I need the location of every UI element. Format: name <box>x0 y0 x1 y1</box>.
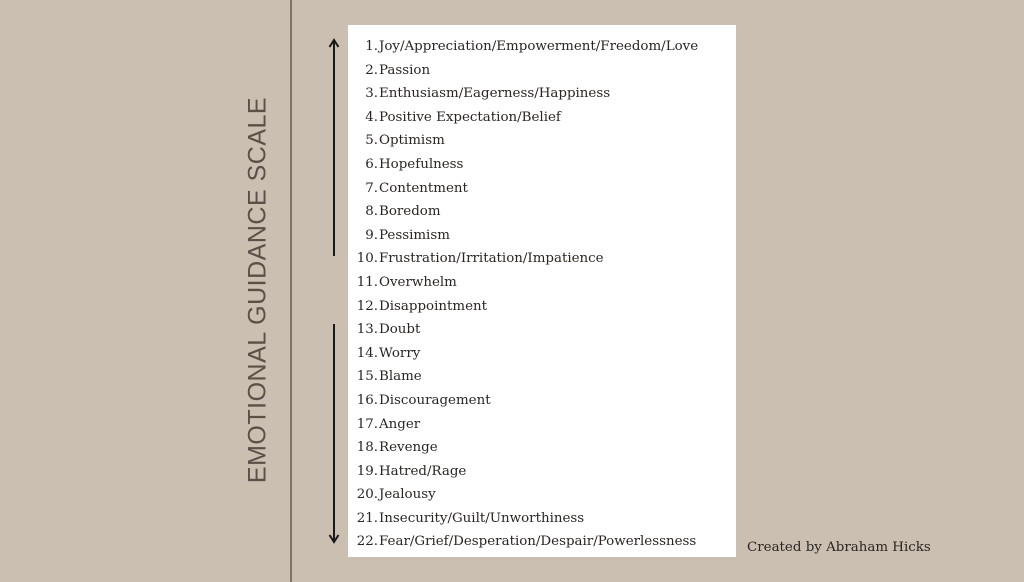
item-number: 12. <box>356 298 378 314</box>
item-label: Overwhelm <box>379 274 457 290</box>
list-item <box>348 59 736 83</box>
item-number: 17. <box>356 416 378 432</box>
list-item <box>348 460 736 484</box>
list-item <box>348 318 736 342</box>
item-number: 20. <box>356 487 378 503</box>
item-number: 8. <box>365 204 378 220</box>
item-number: 6. <box>365 156 378 172</box>
item-number: 14. <box>356 345 378 361</box>
item-label: Blame <box>379 369 422 385</box>
list-item <box>348 106 736 130</box>
item-number: 15. <box>356 369 378 385</box>
item-label: Contentment <box>379 180 468 196</box>
list-item <box>348 35 736 59</box>
item-number: 3. <box>365 86 378 102</box>
item-label: Jealousy <box>379 487 436 503</box>
list-item <box>348 436 736 460</box>
item-number: 19. <box>356 463 378 479</box>
list-item <box>348 271 736 295</box>
scale-card <box>348 25 736 557</box>
item-label: Insecurity/Guilt/Unworthiness <box>379 510 585 526</box>
item-label: Revenge <box>379 440 438 456</box>
item-label: Positive Expectation/Belief <box>379 109 561 125</box>
item-label: Discouragement <box>379 392 491 408</box>
list-item <box>348 295 736 319</box>
item-number: 18. <box>356 440 378 456</box>
list-item <box>348 200 736 224</box>
item-label: Pessimism <box>379 227 450 243</box>
list-item <box>348 177 736 201</box>
item-label: Anger <box>379 416 421 432</box>
item-label: Optimism <box>379 133 445 149</box>
item-label: Fear/Grief/Desperation/Despair/Powerlessness <box>379 534 697 550</box>
list-item <box>348 389 736 413</box>
list-item <box>348 153 736 177</box>
list-item <box>348 413 736 437</box>
arrow-up-icon <box>327 38 341 256</box>
item-number: 22. <box>356 534 378 550</box>
list-item <box>348 530 736 554</box>
list-item <box>348 507 736 531</box>
item-number: 16. <box>356 392 378 408</box>
item-label: Worry <box>379 345 421 361</box>
emotion-list <box>348 35 736 554</box>
item-label: Passion <box>379 62 431 78</box>
item-number: 13. <box>356 322 378 338</box>
item-number: 4. <box>365 109 378 125</box>
item-label: Hopefulness <box>379 156 464 172</box>
item-label: Joy/Appreciation/Empowerment/Freedom/Love <box>379 39 699 54</box>
page-title: EMOTIONAL GUIDANCE SCALE <box>243 96 272 484</box>
item-number: 1. <box>365 39 378 54</box>
item-number: 2. <box>365 62 378 78</box>
list-item <box>348 82 736 106</box>
item-number: 10. <box>356 251 378 267</box>
divider-line <box>290 0 292 582</box>
item-number: 21. <box>356 510 378 526</box>
item-label: Disappointment <box>379 298 487 314</box>
item-label: Doubt <box>379 322 421 338</box>
item-number: 11. <box>356 274 378 290</box>
list-item <box>348 365 736 389</box>
item-number: 9. <box>365 227 378 243</box>
list-item <box>348 129 736 153</box>
list-item <box>348 247 736 271</box>
list-item <box>348 483 736 507</box>
list-item <box>348 342 736 366</box>
list-item <box>348 224 736 248</box>
arrow-down-icon <box>327 324 341 544</box>
item-number: 7. <box>365 180 378 196</box>
item-label: Boredom <box>379 204 441 220</box>
item-label: Frustration/Irritation/Impatience <box>379 251 604 267</box>
item-label: Hatred/Rage <box>379 463 467 479</box>
item-label: Enthusiasm/Eagerness/Happiness <box>379 86 611 102</box>
item-number: 5. <box>365 133 378 149</box>
credit-text: Created by Abraham Hicks <box>747 540 931 555</box>
